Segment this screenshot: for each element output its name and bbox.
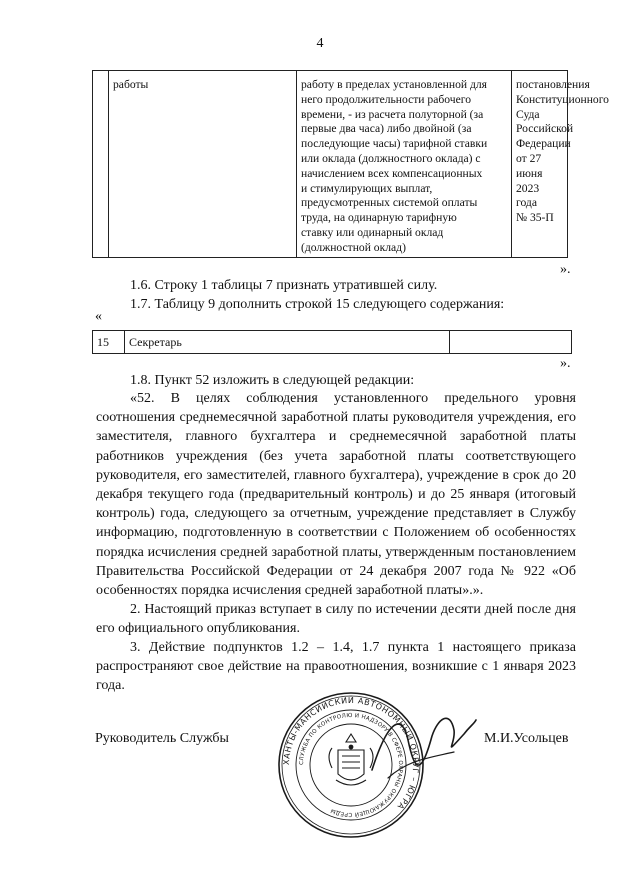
- desc-line: работу в пределах установленной для: [301, 78, 488, 91]
- row-number: 15: [93, 331, 125, 353]
- table-continuation: [92, 70, 609, 258]
- basis-line: от 27 июня 2023 года: [516, 151, 543, 210]
- table-cell-name: [109, 71, 297, 257]
- desc-line: труда, на одинарную тарифную: [301, 211, 457, 225]
- desc-line: ставку или одинарный оклад: [301, 225, 444, 239]
- desc-line: последующие часы) тарифной ставки: [301, 137, 488, 151]
- desc-line: (должностной оклад): [301, 240, 406, 254]
- paragraph-3: 3. Действие подпунктов 1.2 – 1.4, 1.7 пункта 1 настоящего приказа распространяют свое действие на правоотношения, возникшие с 1 января 2023 года.: [96, 640, 576, 694]
- basis-line: Конституционного Суда: [516, 92, 609, 121]
- desc-line: начислением всех компенсационных: [301, 166, 483, 180]
- desc-line: или оклада (должностного оклада) с: [301, 151, 481, 165]
- signatory-name: М.И.Усольцев: [484, 731, 569, 746]
- page-number: 4: [316, 36, 324, 51]
- opening-quote: «: [95, 309, 102, 324]
- desc-line: первые два часа) либо двойной (за: [301, 122, 472, 136]
- paragraph-52: «52. В целях соблюдения установленного предельного уровня соотношения среднемесячной заработной платы руководителя учреждения, его заместителя, главного бухгалтера и среднемесячной заработной платы работников учреждения (без учета заработной платы соответствующего руководителя, его заместителей, главного бухгалтера), учреждение в срок до 20 декабря текущего года (предварительный контроль) и до 25 января (итоговый контроль) года, следующего за отчетным, учреждение представляет в Службу информацию, подготовленную в соответствии с Положением об особенностях порядка исчисления средней заработной платы, утвержденным постановлением Правительства Российской Федерации от 24 декабря 2007 года № 922 «Об особенностях порядка исчисления средней заработной платы».».: [96, 391, 576, 599]
- desc-line: него продолжительности рабочего: [301, 92, 471, 106]
- basis-line: № 35-П: [516, 211, 554, 225]
- paragraph-2: 2. Настоящий приказ вступает в силу по истечении десяти дней после дня его официального опубликования.: [96, 602, 576, 637]
- desc-line: и стимулирующих выплат,: [301, 181, 433, 195]
- table-row-15: [92, 330, 572, 354]
- table-cell-basis: [512, 71, 609, 257]
- seal-outer-text: ХАНТЫ-МАНСИЙСКИЙ АВТОНОМНЫЙ ОКРУГ – ЮГРА: [281, 695, 421, 812]
- table-cell-description: [297, 71, 512, 257]
- item-1-8: 1.8. Пункт 52 изложить в следующей редакции:: [130, 373, 415, 388]
- basis-line: постановления: [516, 78, 590, 91]
- handwritten-signature-icon: [368, 700, 478, 790]
- closing-quote: ».: [560, 356, 571, 371]
- row-position-name: Секретарь: [125, 331, 450, 353]
- signatory-position: Руководитель Службы: [95, 731, 229, 746]
- basis-line: Российской Федерации: [516, 122, 574, 151]
- row-extra-cell: [450, 331, 571, 353]
- table-cell-index: [93, 71, 109, 257]
- seal-inner-text: СЛУЖБА ПО КОНТРОЛЮ И НАДЗОРУ В СФЕРЕ ОХРАНЫ ОКРУЖАЮЩЕЙ СРЕДЫ: [298, 712, 404, 818]
- item-1-7: 1.7. Таблицу 9 дополнить строкой 15 следующего содержания:: [130, 297, 505, 312]
- desc-line: времени, - из расчета полуторной (за: [301, 107, 484, 121]
- item-1-6: 1.6. Строку 1 таблицы 7 признать утратившей силу.: [130, 278, 438, 293]
- desc-line: предусмотренных системой оплаты: [301, 196, 478, 210]
- closing-quote: ».: [560, 262, 571, 277]
- table-cell-name-text: работы: [113, 78, 149, 91]
